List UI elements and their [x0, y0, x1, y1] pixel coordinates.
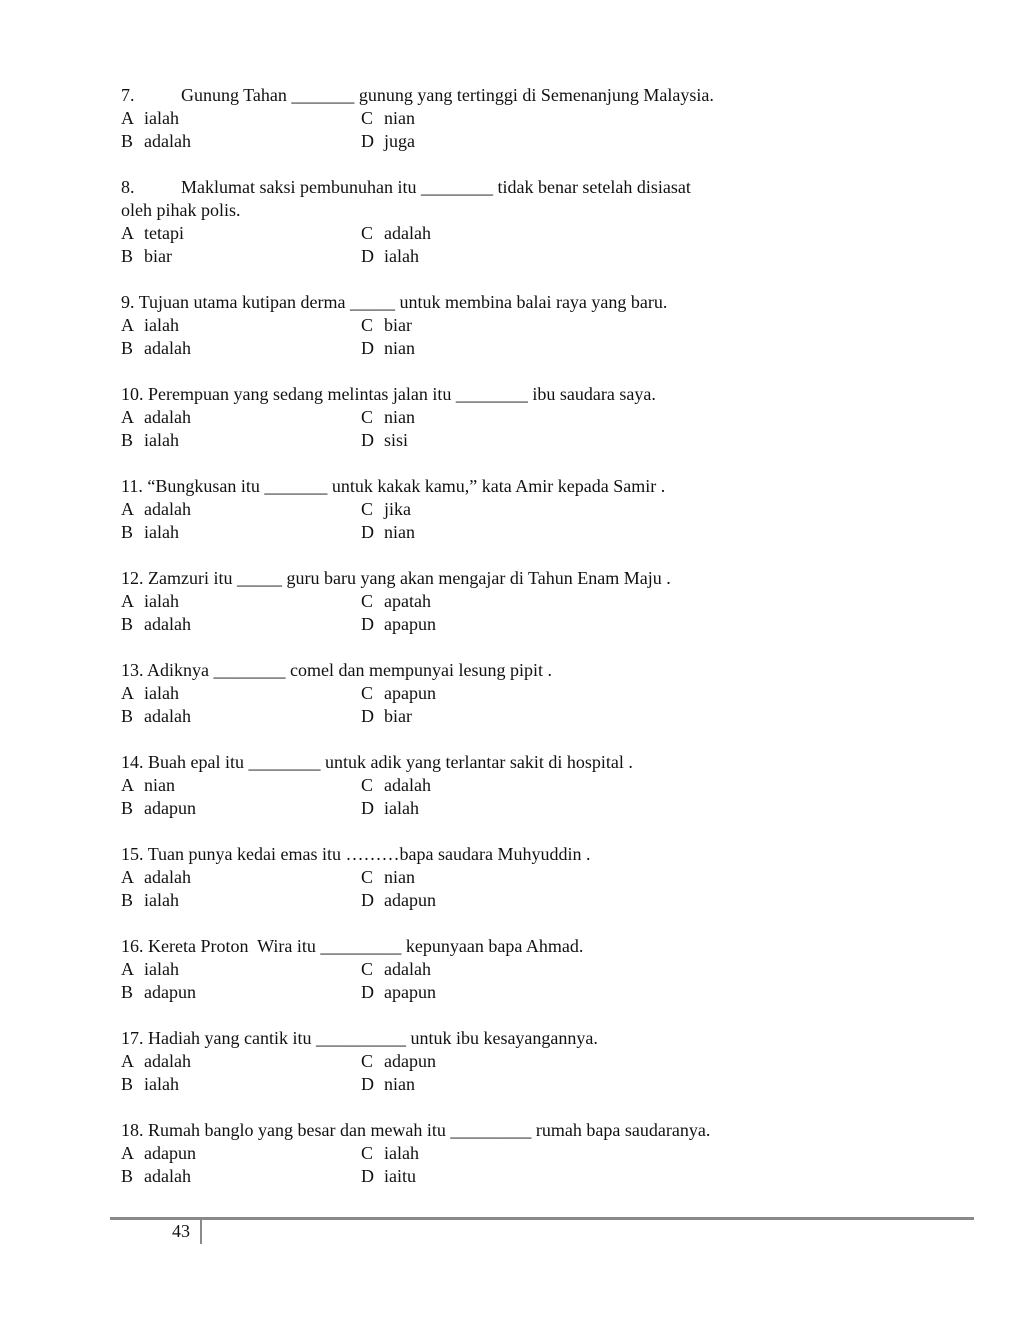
option-text: adalah: [144, 131, 191, 151]
option-text: juga: [384, 131, 415, 151]
question-text: [121, 843, 981, 866]
answer-option: [121, 521, 361, 544]
option-letter: D: [361, 246, 374, 266]
question-number: 14.: [121, 752, 144, 772]
answer-option: [121, 1165, 361, 1188]
answer-option: [121, 498, 361, 521]
option-row: [121, 130, 981, 153]
option-text: ialah: [144, 683, 179, 703]
option-row: [121, 682, 981, 705]
question-number: 13.: [121, 660, 144, 680]
question-stem: Gunung Tahan _______ gunung yang tertinggi di Semenanjung Malaysia.: [181, 85, 714, 105]
option-row: [121, 1142, 981, 1165]
option-text: ialah: [144, 1074, 179, 1094]
question-number: 12.: [121, 568, 144, 588]
answer-option: [361, 314, 412, 337]
answer-option: [361, 889, 436, 912]
question-stem: Hadiah yang cantik itu __________ untuk ibu kesayangannya.: [148, 1028, 598, 1048]
option-row: [121, 406, 981, 429]
option-row: [121, 1050, 981, 1073]
option-row: [121, 107, 981, 130]
option-text: adalah: [384, 959, 431, 979]
answer-option: [121, 130, 361, 153]
question-item: [121, 935, 981, 1004]
answer-option: [121, 682, 361, 705]
option-letter: D: [361, 131, 374, 151]
option-letter: D: [361, 338, 374, 358]
question-stem: Kereta Proton Wira itu _________ kepunyaan bapa Ahmad.: [148, 936, 584, 956]
option-row: [121, 958, 981, 981]
answer-option: [361, 682, 436, 705]
option-letter: D: [361, 982, 374, 1002]
question-stem: Rumah banglo yang besar dan mewah itu _________ rumah bapa saudaranya.: [148, 1120, 711, 1140]
option-letter: D: [361, 1166, 374, 1186]
option-letter: A: [121, 775, 134, 795]
question-item: [121, 475, 981, 544]
question-stem: Tujuan utama kutipan derma _____ untuk membina balai raya yang baru.: [138, 292, 668, 312]
option-text: biar: [384, 706, 412, 726]
option-text: adapun: [144, 798, 196, 818]
question-text: [121, 84, 981, 107]
option-letter: C: [361, 959, 374, 979]
question-number: 17.: [121, 1028, 144, 1048]
option-text: nian: [384, 338, 415, 358]
option-letter: C: [361, 1143, 374, 1163]
option-text: ialah: [144, 315, 179, 335]
option-letter: A: [121, 867, 134, 887]
option-letter: A: [121, 108, 134, 128]
page-number-divider: [200, 1220, 202, 1244]
option-text: nian: [384, 867, 415, 887]
option-text: biar: [384, 315, 412, 335]
question-number: 10.: [121, 384, 144, 404]
option-text: adalah: [144, 1166, 191, 1186]
answer-option: [121, 958, 361, 981]
option-letter: C: [361, 315, 374, 335]
option-row: [121, 429, 981, 452]
option-text: ialah: [384, 798, 419, 818]
question-text: [121, 567, 981, 590]
option-text: ialah: [144, 591, 179, 611]
option-text: ialah: [144, 890, 179, 910]
answer-option: [361, 1073, 415, 1096]
option-row: [121, 521, 981, 544]
option-letter: D: [361, 798, 374, 818]
answer-option: [121, 1142, 361, 1165]
question-list: [121, 84, 981, 1211]
answer-option: [361, 613, 436, 636]
option-row: [121, 774, 981, 797]
option-letter: C: [361, 1051, 374, 1071]
option-text: apapun: [384, 982, 436, 1002]
option-text: adapun: [144, 982, 196, 1002]
question-stem: Perempuan yang sedang melintas jalan itu ________ ibu saudara saya.: [148, 384, 656, 404]
answer-option: [361, 1050, 436, 1073]
option-letter: C: [361, 223, 374, 243]
answer-option: [361, 498, 411, 521]
option-row: [121, 590, 981, 613]
option-row: [121, 1073, 981, 1096]
option-text: adapun: [384, 890, 436, 910]
answer-option: [121, 613, 361, 636]
answer-option: [121, 107, 361, 130]
question-number: 16.: [121, 936, 144, 956]
option-letter: B: [121, 430, 134, 450]
option-text: jika: [384, 499, 411, 519]
option-letter: B: [121, 614, 134, 634]
answer-option: [361, 429, 408, 452]
option-text: iaitu: [384, 1166, 416, 1186]
question-number: 15.: [121, 844, 144, 864]
answer-option: [121, 406, 361, 429]
answer-option: [361, 1142, 419, 1165]
option-letter: B: [121, 798, 134, 818]
option-letter: D: [361, 1074, 374, 1094]
question-text: [121, 383, 981, 406]
question-number: 9.: [121, 292, 135, 312]
question-number: 18.: [121, 1120, 144, 1140]
answer-option: [121, 705, 361, 728]
option-row: [121, 889, 981, 912]
answer-option: [361, 337, 415, 360]
question-stem: Tuan punya kedai emas itu ………bapa saudara Muhyuddin .: [147, 844, 591, 864]
option-letter: C: [361, 775, 374, 795]
option-text: apapun: [384, 683, 436, 703]
option-text: adalah: [384, 775, 431, 795]
answer-option: [361, 521, 415, 544]
option-letter: B: [121, 522, 134, 542]
option-row: [121, 797, 981, 820]
option-text: ialah: [144, 430, 179, 450]
answer-option: [361, 958, 431, 981]
question-text: [121, 1027, 981, 1050]
option-letter: A: [121, 315, 134, 335]
page-number: 43: [172, 1221, 190, 1241]
option-letter: D: [361, 522, 374, 542]
option-text: adapun: [144, 1143, 196, 1163]
question-number: 11.: [121, 476, 143, 496]
option-text: adalah: [144, 1051, 191, 1071]
option-text: nian: [384, 1074, 415, 1094]
option-row: [121, 613, 981, 636]
answer-option: [121, 337, 361, 360]
option-text: nian: [384, 407, 415, 427]
option-text: adalah: [144, 614, 191, 634]
question-item: [121, 84, 981, 153]
option-letter: B: [121, 1074, 134, 1094]
question-item: [121, 659, 981, 728]
answer-option: [361, 981, 436, 1004]
option-text: ialah: [144, 522, 179, 542]
option-text: ialah: [384, 1143, 419, 1163]
answer-option: [121, 866, 361, 889]
answer-option: [361, 590, 431, 613]
option-letter: B: [121, 131, 134, 151]
question-text: [121, 176, 981, 199]
option-letter: C: [361, 867, 374, 887]
question-stem-continuation: oleh pihak polis.: [121, 200, 241, 220]
option-letter: B: [121, 706, 134, 726]
option-row: [121, 245, 981, 268]
option-letter: C: [361, 108, 374, 128]
question-text: [121, 751, 981, 774]
option-letter: A: [121, 959, 134, 979]
option-letter: A: [121, 1143, 134, 1163]
answer-option: [361, 245, 419, 268]
option-row: [121, 981, 981, 1004]
option-letter: A: [121, 683, 134, 703]
option-text: adalah: [384, 223, 431, 243]
question-stem: Buah epal itu ________ untuk adik yang terlantar sakit di hospital .: [148, 752, 633, 772]
option-row: [121, 866, 981, 889]
answer-option: [121, 1050, 361, 1073]
option-letter: A: [121, 223, 134, 243]
answer-option: [361, 705, 412, 728]
footer-rule: [110, 1217, 974, 1220]
answer-option: [361, 107, 415, 130]
answer-option: [121, 889, 361, 912]
option-letter: A: [121, 591, 134, 611]
option-letter: B: [121, 338, 134, 358]
option-letter: B: [121, 982, 134, 1002]
option-row: [121, 222, 981, 245]
question-stem: Maklumat saksi pembunuhan itu ________ tidak benar setelah disiasat: [181, 177, 691, 197]
option-text: ialah: [384, 246, 419, 266]
option-text: apatah: [384, 591, 431, 611]
option-letter: D: [361, 706, 374, 726]
answer-option: [121, 245, 361, 268]
question-stem: “Bungkusan itu _______ untuk kakak kamu,” kata Amir kepada Samir .: [147, 476, 666, 496]
answer-option: [121, 981, 361, 1004]
question-text: [121, 475, 981, 498]
question-item: [121, 1027, 981, 1096]
question-item: [121, 291, 981, 360]
answer-option: [361, 222, 431, 245]
option-letter: D: [361, 430, 374, 450]
answer-option: [121, 314, 361, 337]
option-text: nian: [384, 522, 415, 542]
option-text: adalah: [144, 867, 191, 887]
answer-option: [121, 1073, 361, 1096]
answer-option: [361, 797, 419, 820]
answer-option: [361, 1165, 416, 1188]
option-row: [121, 337, 981, 360]
question-stem: Adiknya ________ comel dan mempunyai lesung pipit .: [147, 660, 552, 680]
question-item: [121, 1119, 981, 1188]
option-letter: A: [121, 499, 134, 519]
answer-option: [361, 774, 431, 797]
option-text: tetapi: [144, 223, 184, 243]
option-letter: C: [361, 683, 374, 703]
question-text: [121, 291, 981, 314]
question-text: [121, 659, 981, 682]
option-text: sisi: [384, 430, 409, 450]
option-row: [121, 314, 981, 337]
option-letter: D: [361, 890, 374, 910]
option-letter: B: [121, 246, 134, 266]
answer-option: [361, 130, 415, 153]
answer-option: [121, 797, 361, 820]
answer-option: [121, 429, 361, 452]
option-text: ialah: [144, 108, 179, 128]
option-letter: A: [121, 1051, 134, 1071]
option-letter: C: [361, 499, 374, 519]
option-row: [121, 705, 981, 728]
option-letter: D: [361, 614, 374, 634]
option-text: biar: [144, 246, 172, 266]
question-item: [121, 567, 981, 636]
question-number: 8.: [121, 177, 135, 197]
answer-option: [121, 590, 361, 613]
question-item: [121, 843, 981, 912]
option-letter: A: [121, 407, 134, 427]
option-text: adapun: [384, 1051, 436, 1071]
answer-option: [121, 222, 361, 245]
option-letter: C: [361, 591, 374, 611]
question-item: [121, 383, 981, 452]
option-letter: B: [121, 1166, 134, 1186]
option-row: [121, 1165, 981, 1188]
question-item: [121, 751, 981, 820]
question-text: [121, 935, 981, 958]
answer-option: [121, 774, 361, 797]
option-text: adalah: [144, 499, 191, 519]
option-text: apapun: [384, 614, 436, 634]
option-letter: C: [361, 407, 374, 427]
option-text: nian: [144, 775, 175, 795]
question-text: [121, 1119, 981, 1142]
answer-option: [361, 866, 415, 889]
question-stem: Zamzuri itu _____ guru baru yang akan mengajar di Tahun Enam Maju .: [148, 568, 671, 588]
question-number: 7.: [121, 85, 135, 105]
option-text: nian: [384, 108, 415, 128]
option-text: adalah: [144, 706, 191, 726]
question-item: [121, 176, 981, 268]
answer-option: [361, 406, 415, 429]
option-text: adalah: [144, 338, 191, 358]
option-text: adalah: [144, 407, 191, 427]
option-text: ialah: [144, 959, 179, 979]
option-letter: B: [121, 890, 134, 910]
option-row: [121, 498, 981, 521]
